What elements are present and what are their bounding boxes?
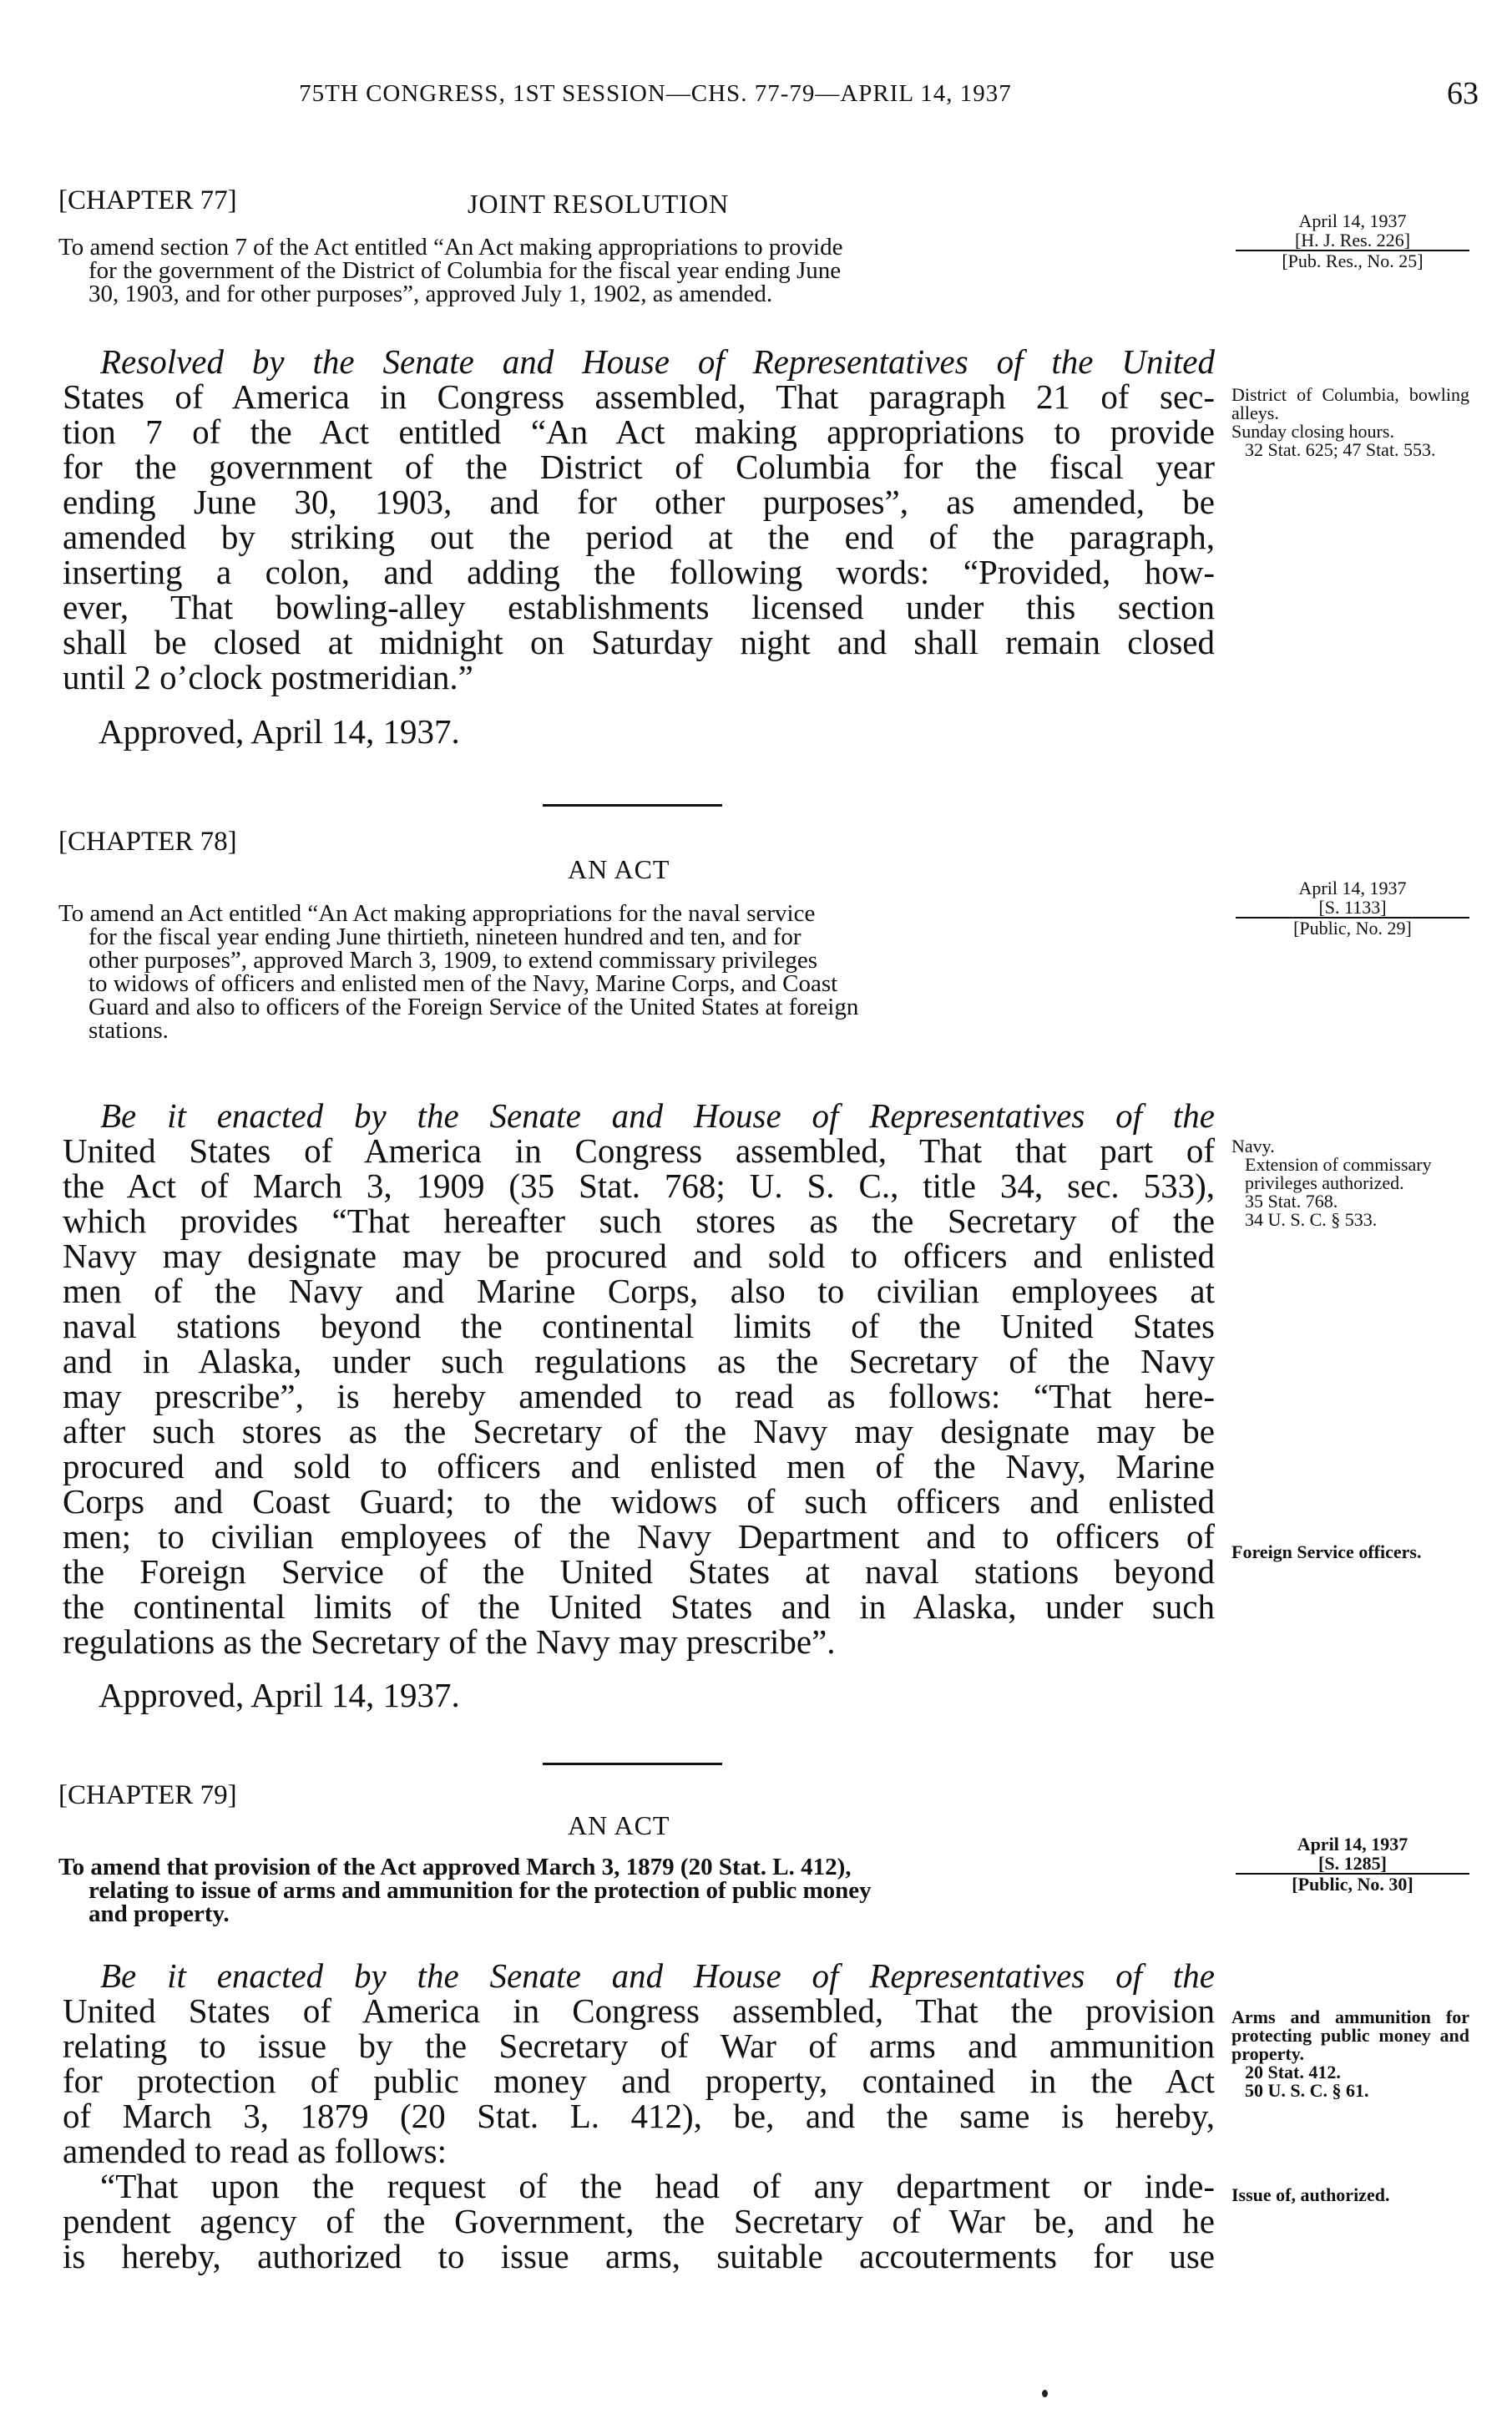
body-line: the continental limits of the United States and in Alaska, under such <box>63 1587 1215 1626</box>
purpose-line: for the government of the District of Columbia for the fiscal year ending June <box>88 257 842 284</box>
side-note: 20 Stat. 412. <box>1245 2062 1341 2082</box>
body-line: regulations as the Secretary of the Navy may prescribe”. <box>63 1622 836 1661</box>
body-line: United States of America in Congress assembled, That the provision <box>63 1991 1215 2030</box>
body-line: “That upon the request of the head of any department or inde- <box>100 2167 1215 2205</box>
body-line: Navy may designate may be procured and sold to officers and enlisted <box>63 1237 1215 1275</box>
chapter-77-date: April 14, 1937 <box>1298 210 1407 231</box>
purpose-line: To amend that provision of the Act approved March 3, 1879 (20 Stat. L. 412), <box>58 1854 852 1880</box>
purpose-line: Guard and also to officers of the Foreign Service of the United States at foreign <box>88 994 859 1020</box>
body-line: until 2 o’clock postmeridian.” <box>63 658 473 696</box>
body-line: amended to read as follows: <box>63 2132 447 2170</box>
chapter-77-approved: Approved, April 14, 1937. <box>99 712 460 751</box>
side-note: Issue of, authorized. <box>1231 2184 1390 2205</box>
body-line: States of America in Congress assembled, That paragraph 21 of sec- <box>63 377 1215 416</box>
side-note: 32 Stat. 625; 47 Stat. 553. <box>1245 439 1436 460</box>
chapter-78-body <box>63 1098 1215 1659</box>
body-line: men of the Navy and Marine Corps, also to civilian employees at <box>63 1272 1215 1310</box>
side-note: Arms and ammunition for protecting public money and property. <box>1231 2007 1469 2064</box>
body-line: shall be closed at midnight on Saturday night and shall remain closed <box>63 623 1215 661</box>
chapter-79-margin-info <box>1236 1834 1469 1894</box>
purpose-line: To amend section 7 of the Act entitled “An Act making appropriations to provide <box>58 234 843 261</box>
chapter-78-side-note-foreign-service <box>1231 1543 1469 1561</box>
body-line: relating to issue by the Secretary of War of arms and ammunition <box>63 2027 1215 2065</box>
body-line: naval stations beyond the continental limits of the United States <box>63 1307 1215 1345</box>
body-line: pendent agency of the Government, the Secretary of War be, and he <box>63 2202 1215 2240</box>
chapter-78-public-law: [Public, No. 29] <box>1293 918 1412 939</box>
purpose-line: 30, 1903, and for other purposes”, approved July 1, 1902, as amended. <box>88 281 773 307</box>
side-note: 50 U. S. C. § 61. <box>1245 2080 1369 2101</box>
body-line: the Foreign Service of the United States at naval stations beyond <box>63 1552 1215 1591</box>
side-note: Extension of commissary privileges authorized. <box>1245 1154 1432 1193</box>
chapter-78-margin-info <box>1236 878 1469 938</box>
chapter-78-side-notes <box>1231 1137 1469 1229</box>
body-line: for the government of the District of Columbia for the fiscal year <box>63 448 1215 486</box>
chapter-79-purpose <box>58 1855 1211 1926</box>
purpose-line: and property. <box>88 1900 230 1927</box>
chapter-77-public-law: [Pub. Res., No. 25] <box>1282 250 1424 271</box>
body-line: United States of America in Congress assembled, That that part of <box>63 1131 1215 1170</box>
chapter-79-side-notes <box>1231 2008 1469 2100</box>
enacting-clause: Resolved by the Senate and House of Representatives of the United <box>100 342 1215 381</box>
body-line: ending June 30, 1903, and for other purposes”, as amended, be <box>63 483 1215 521</box>
body-line: tion 7 of the Act entitled “An Act making appropriations to provide <box>63 412 1215 451</box>
purpose-line: relating to issue of arms and ammunition for the protection of public money <box>88 1877 872 1904</box>
chapter-77-body <box>63 344 1215 695</box>
body-line: amended by striking out the period at the end of the paragraph, <box>63 518 1215 556</box>
body-line: for protection of public money and property, contained in the Act <box>63 2062 1215 2100</box>
chapter-79-side-note-issue <box>1231 2186 1469 2204</box>
chapter-77-label: [CHAPTER 77] <box>58 185 237 215</box>
purpose-line: To amend an Act entitled “An Act making appropriations for the naval service <box>58 900 816 927</box>
chapter-79-body <box>63 1958 1215 2274</box>
chapter-79-bill: [S. 1285] <box>1236 1854 1469 1875</box>
chapter-78-date: April 14, 1937 <box>1298 878 1407 898</box>
purpose-line: for the fiscal year ending June thirtieth, nineteen hundred and ten, and for <box>88 924 802 950</box>
body-line: procured and sold to officers and enlisted men of the Navy, Marine <box>63 1447 1215 1485</box>
section-divider <box>543 1763 722 1765</box>
chapter-78-act-type: AN ACT <box>568 854 670 884</box>
chapter-79-date: April 14, 1937 <box>1297 1834 1408 1855</box>
side-note: 34 U. S. C. § 533. <box>1245 1209 1378 1230</box>
chapter-77-margin-info <box>1236 211 1469 271</box>
chapter-78-bill: [S. 1133] <box>1236 898 1469 918</box>
chapter-79-act-type: AN ACT <box>568 1810 670 1840</box>
body-line: men; to civilian employees of the Navy Department and to officers of <box>63 1517 1215 1556</box>
enacting-clause: Be it enacted by the Senate and House of Representatives of the <box>100 1956 1215 1995</box>
side-note: Navy. <box>1231 1136 1275 1156</box>
body-line: Corps and Coast Guard; to the widows of such officers and enlisted <box>63 1482 1215 1521</box>
side-note: Foreign Service officers. <box>1231 1541 1422 1562</box>
enacting-clause: Be it enacted by the Senate and House of Representatives of the <box>100 1096 1215 1135</box>
body-line: of March 3, 1879 (20 Stat. L. 412), be, and the same is hereby, <box>63 2097 1215 2135</box>
body-line: is hereby, authorized to issue arms, suitable accouterments for use <box>63 2237 1215 2275</box>
chapter-79-label: [CHAPTER 79] <box>58 1780 237 1810</box>
chapter-77-purpose <box>58 235 1211 306</box>
body-line: after such stores as the Secretary of the Navy may designate may be <box>63 1412 1215 1450</box>
side-note: Sunday closing hours. <box>1231 421 1394 442</box>
body-line: ever, That bowling-alley establishments licensed under this section <box>63 588 1215 626</box>
chapter-77-side-notes <box>1231 386 1469 459</box>
body-line: and in Alaska, under such regulations as the Secretary of the Navy <box>63 1342 1215 1380</box>
purpose-line: stations. <box>88 1017 169 1044</box>
body-line: inserting a colon, and adding the following words: “Provided, how- <box>63 553 1215 591</box>
side-note: 35 Stat. 768. <box>1245 1191 1338 1212</box>
chapter-77-act-type: JOINT RESOLUTION <box>468 189 730 219</box>
body-line: the Act of March 3, 1909 (35 Stat. 768; U. S. C., title 34, sec. 533), <box>63 1166 1215 1205</box>
chapter-78-label: [CHAPTER 78] <box>58 827 237 857</box>
running-head: 75TH CONGRESS, 1ST SESSION—CHS. 77-79—APRIL 14, 1937 <box>299 80 1012 107</box>
chapter-77-bill: [H. J. Res. 226] <box>1236 230 1469 251</box>
page-number: 63 <box>1447 76 1479 111</box>
purpose-line: other purposes”, approved March 3, 1909, to extend commissary privileges <box>88 947 818 974</box>
chapter-79-public-law: [Public, No. 30] <box>1292 1874 1413 1895</box>
chapter-78-approved: Approved, April 14, 1937. <box>99 1676 460 1714</box>
chapter-78-purpose <box>58 902 1211 1042</box>
body-line: which provides “That hereafter such stores as the Secretary of the <box>63 1202 1215 1240</box>
ink-speck <box>1042 2390 1048 2397</box>
purpose-line: to widows of officers and enlisted men of the Navy, Marine Corps, and Coast <box>88 970 838 997</box>
section-divider <box>543 804 722 807</box>
side-note: District of Columbia, bowling alleys. <box>1231 384 1469 423</box>
body-line: may prescribe”, is hereby amended to read as follows: “That here- <box>63 1377 1215 1415</box>
